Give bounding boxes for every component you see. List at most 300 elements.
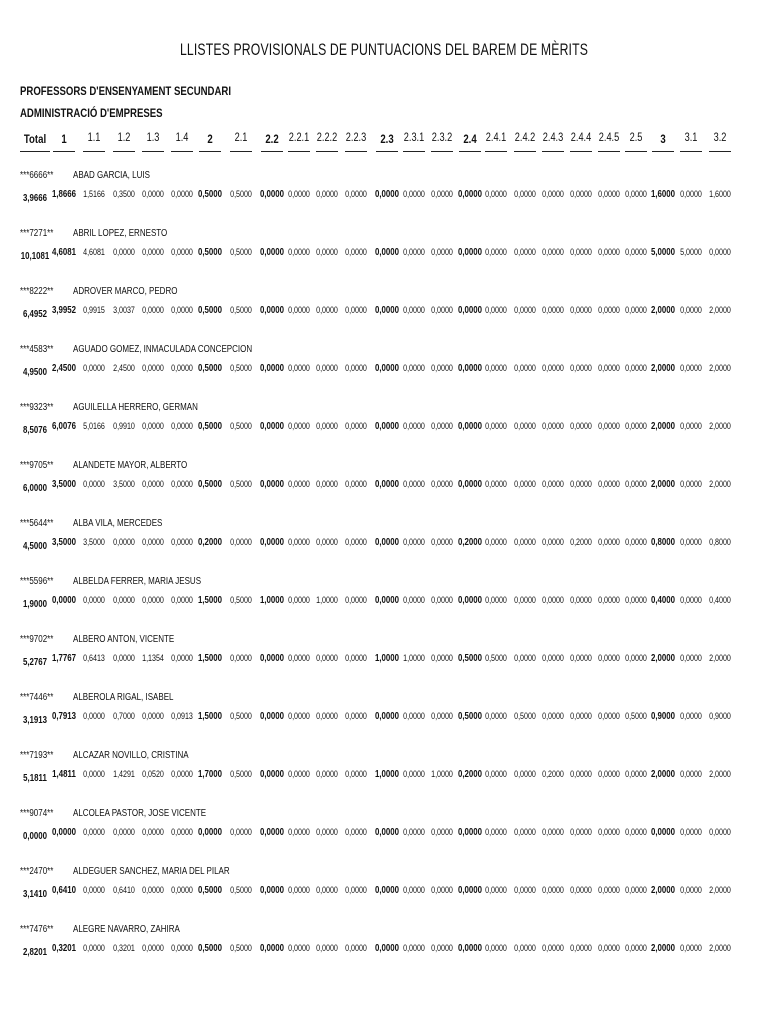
score-1: 3,9952: [51, 304, 77, 316]
score-2-2-1: 0,0000: [288, 653, 310, 664]
score-1-3: 1,1354: [142, 653, 164, 664]
record-id: ***7446**: [20, 692, 54, 703]
score-2-4-3: 0,0000: [542, 479, 564, 490]
score-total: 8,5076: [22, 424, 48, 436]
score-2-3: 0,0000: [374, 884, 400, 896]
score-2-3: 0,0000: [374, 710, 400, 722]
column-header-2-5: 2.5: [629, 132, 643, 144]
score-2-4-1: 0,5000: [485, 653, 507, 664]
score-2-4-3: 0,0000: [542, 421, 564, 432]
score-2-3-1: 1,0000: [403, 653, 425, 664]
score-2-3-2: 0,0000: [431, 653, 453, 664]
score-total: 3,1410: [22, 888, 48, 900]
score-1-2: 0,6410: [113, 885, 135, 896]
column-header-2-4-1: 2.4.1: [485, 132, 507, 144]
score-2-4: 0,0000: [457, 420, 483, 432]
record-name: ABAD GARCIA, LUIS: [73, 170, 150, 181]
score-2-3-1: 0,0000: [403, 943, 425, 954]
score-2: 0,5000: [197, 188, 223, 200]
score-2-4-4: 0,0000: [570, 189, 592, 200]
score-total: 10,1081: [20, 250, 50, 262]
score-2-1: 0,5000: [230, 363, 252, 374]
score-2-4-5: 0,0000: [598, 885, 620, 896]
score-1-1: 0,0000: [83, 943, 105, 954]
score-2: 1,5000: [197, 594, 223, 606]
score-2-4-1: 0,0000: [485, 769, 507, 780]
score-1-4: 0,0000: [171, 305, 193, 316]
score-2: 0,5000: [197, 942, 223, 954]
header-underline: [570, 151, 592, 152]
record-row: [0, 924, 768, 982]
header-underline: [261, 151, 283, 152]
record-name: AGUADO GOMEZ, INMACULADA CONCEPCION: [73, 344, 253, 355]
score-2-1: 0,5000: [230, 421, 252, 432]
score-2-3-2: 1,0000: [431, 769, 453, 780]
score-total: 6,0000: [22, 482, 48, 494]
score-1-4: 0,0000: [171, 769, 193, 780]
score-2-4: 0,0000: [457, 884, 483, 896]
score-1-1: 0,0000: [83, 885, 105, 896]
score-1-3: 0,0000: [142, 189, 164, 200]
score-2: 1,5000: [197, 710, 223, 722]
score-1-3: 0,0000: [142, 885, 164, 896]
record-values: [0, 421, 768, 437]
score-2-4-5: 0,0000: [598, 189, 620, 200]
score-1-2: 3,0037: [113, 305, 135, 316]
header-underline: [431, 151, 453, 152]
score-2-4-4: 0,2000: [570, 537, 592, 548]
header-underline: [709, 151, 731, 152]
score-2-4-4: 0,0000: [570, 885, 592, 896]
score-2-3-1: 0,0000: [403, 827, 425, 838]
score-2-2-3: 0,0000: [345, 595, 367, 606]
score-3-1: 0,0000: [680, 769, 702, 780]
score-1-4: 0,0913: [171, 711, 193, 722]
header-underline: [199, 151, 221, 152]
header-underline: [20, 151, 50, 152]
score-2-2: 0,0000: [259, 304, 285, 316]
score-1-3: 0,0000: [142, 247, 164, 258]
column-header-1-3: 1.3: [146, 132, 160, 144]
score-2-4: 0,0000: [457, 188, 483, 200]
column-header-2-4-2: 2.4.2: [514, 132, 536, 144]
score-2-4-5: 0,0000: [598, 247, 620, 258]
record-name: ALBA VILA, MERCEDES: [73, 518, 163, 529]
score-2-4-2: 0,0000: [514, 305, 536, 316]
score-3: 1,6000: [650, 188, 676, 200]
score-1-1: 0,0000: [83, 769, 105, 780]
score-2-3-2: 0,0000: [431, 827, 453, 838]
record-values: [0, 827, 768, 843]
header-underline: [288, 151, 310, 152]
score-2-5: 0,0000: [625, 943, 647, 954]
score-2-2-2: 0,0000: [316, 711, 338, 722]
score-2-4-1: 0,0000: [485, 189, 507, 200]
record-name: ALBERO ANTON, VICENTE: [73, 634, 175, 645]
score-3-2: 2,0000: [709, 885, 731, 896]
score-1-3: 0,0000: [142, 943, 164, 954]
score-2-4: 0,2000: [457, 768, 483, 780]
column-header-2-2-2: 2.2.2: [316, 132, 338, 144]
score-2-3-1: 0,0000: [403, 189, 425, 200]
score-1-3: 0,0000: [142, 537, 164, 548]
score-total: 3,1913: [22, 714, 48, 726]
score-2-3-1: 0,0000: [403, 247, 425, 258]
score-1-1: 0,0000: [83, 711, 105, 722]
score-2-1: 0,5000: [230, 595, 252, 606]
record-values: [0, 305, 768, 321]
score-2-4-4: 0,0000: [570, 653, 592, 664]
score-2-2: 0,0000: [259, 246, 285, 258]
score-2-4-2: 0,0000: [514, 363, 536, 374]
record-values: [0, 479, 768, 495]
column-header-2-3-1: 2.3.1: [403, 132, 425, 144]
record-id: ***9705**: [20, 460, 54, 471]
score-2-2-1: 0,0000: [288, 595, 310, 606]
score-2-2-2: 0,0000: [316, 305, 338, 316]
page-title: LLISTES PROVISIONALS DE PUNTUACIONS DEL BAREM DE MÈRITS: [179, 40, 589, 59]
score-2-2-2: 0,0000: [316, 363, 338, 374]
score-2-3: 0,0000: [374, 188, 400, 200]
score-2-2-3: 0,0000: [345, 653, 367, 664]
score-2-1: 0,0000: [230, 537, 252, 548]
column-header-2-4-3: 2.4.3: [542, 132, 564, 144]
record-name: ALANDETE MAYOR, ALBERTO: [73, 460, 188, 471]
score-1-1: 0,0000: [83, 479, 105, 490]
record-id: ***8222**: [20, 286, 54, 297]
score-2-4-3: 0,0000: [542, 653, 564, 664]
score-3-1: 0,0000: [680, 595, 702, 606]
score-1-2: 0,3500: [113, 189, 135, 200]
score-3-1: 0,0000: [680, 943, 702, 954]
score-2-4-3: 0,0000: [542, 827, 564, 838]
score-2-4-3: 0,0000: [542, 537, 564, 548]
score-3-2: 2,0000: [709, 653, 731, 664]
record-values: [0, 247, 768, 263]
score-2-4: 0,0000: [457, 826, 483, 838]
score-3: 2,0000: [650, 478, 676, 490]
score-2-4-4: 0,0000: [570, 479, 592, 490]
score-3: 0,9000: [650, 710, 676, 722]
score-2-5: 0,0000: [625, 827, 647, 838]
score-2-5: 0,5000: [625, 711, 647, 722]
score-2-1: 0,5000: [230, 711, 252, 722]
score-2-4-1: 0,0000: [485, 711, 507, 722]
score-2-3-1: 0,0000: [403, 421, 425, 432]
score-2-4: 0,0000: [457, 478, 483, 490]
score-2-4-1: 0,0000: [485, 247, 507, 258]
record-id: ***9702**: [20, 634, 54, 645]
score-2-2: 1,0000: [259, 594, 285, 606]
record-name: ALEGRE NAVARRO, ZAHIRA: [73, 924, 180, 935]
score-total: 6,4952: [22, 308, 48, 320]
score-1-4: 0,0000: [171, 653, 193, 664]
score-2-2-3: 0,0000: [345, 421, 367, 432]
score-1: 0,6410: [51, 884, 77, 896]
header-underline: [680, 151, 702, 152]
score-1: 0,0000: [51, 826, 77, 838]
score-2-3-1: 0,0000: [403, 537, 425, 548]
score-1-1: 0,0000: [83, 595, 105, 606]
score-2-2: 0,0000: [259, 188, 285, 200]
score-2-2: 0,0000: [259, 536, 285, 548]
score-2-2: 0,0000: [259, 884, 285, 896]
record-name: AGUILELLA HERRERO, GERMAN: [73, 402, 198, 413]
column-header-1-1: 1.1: [87, 132, 101, 144]
score-2-1: 0,5000: [230, 479, 252, 490]
score-3-2: 2,0000: [709, 943, 731, 954]
score-2-2-3: 0,0000: [345, 711, 367, 722]
record-row: [0, 286, 768, 344]
score-2: 0,5000: [197, 478, 223, 490]
score-2-1: 0,0000: [230, 653, 252, 664]
score-2-2: 0,0000: [259, 942, 285, 954]
score-2-4-2: 0,0000: [514, 189, 536, 200]
score-1-2: 0,3201: [113, 943, 135, 954]
score-1-1: 0,0000: [83, 363, 105, 374]
score-2-4-3: 0,0000: [542, 363, 564, 374]
score-2-4-4: 0,0000: [570, 363, 592, 374]
score-2-2-2: 0,0000: [316, 189, 338, 200]
score-2-2: 0,0000: [259, 478, 285, 490]
record-id: ***7271**: [20, 228, 54, 239]
score-2-2-2: 0,0000: [316, 885, 338, 896]
score-total: 3,9666: [22, 192, 48, 204]
score-2-4-5: 0,0000: [598, 421, 620, 432]
score-1-3: 0,0000: [142, 421, 164, 432]
header-underline: [316, 151, 338, 152]
score-2-4: 0,5000: [457, 710, 483, 722]
header-underline: [230, 151, 252, 152]
record-name: ALCAZAR NOVILLO, CRISTINA: [73, 750, 189, 761]
score-2-4-5: 0,0000: [598, 653, 620, 664]
record-id: ***7476**: [20, 924, 54, 935]
score-3: 2,0000: [650, 420, 676, 432]
score-3: 2,0000: [650, 942, 676, 954]
score-2-4: 0,0000: [457, 942, 483, 954]
score-2-4: 0,0000: [457, 246, 483, 258]
header-underline: [142, 151, 164, 152]
score-total: 0,0000: [22, 830, 48, 842]
record-row: [0, 750, 768, 808]
score-3: 0,0000: [650, 826, 676, 838]
record-row: [0, 170, 768, 228]
score-2-2-1: 0,0000: [288, 189, 310, 200]
score-1-2: 2,4500: [113, 363, 135, 374]
column-header-total: Total: [23, 132, 47, 146]
header-underline: [113, 151, 135, 152]
column-header-2-4-4: 2.4.4: [570, 132, 592, 144]
score-1-3: 0,0000: [142, 827, 164, 838]
record-row: [0, 344, 768, 402]
score-1-4: 0,0000: [171, 885, 193, 896]
score-2: 0,5000: [197, 246, 223, 258]
record-id: ***4583**: [20, 344, 54, 355]
record-id: ***5644**: [20, 518, 54, 529]
header-underline: [652, 151, 674, 152]
score-2-2-3: 0,0000: [345, 885, 367, 896]
score-2-3-1: 0,0000: [403, 363, 425, 374]
score-2-4-3: 0,2000: [542, 769, 564, 780]
score-1-2: 3,5000: [113, 479, 135, 490]
score-2: 0,0000: [197, 826, 223, 838]
score-2-4-4: 0,0000: [570, 305, 592, 316]
score-2-3-1: 0,0000: [403, 769, 425, 780]
score-2-3: 0,0000: [374, 536, 400, 548]
score-2-3: 0,0000: [374, 362, 400, 374]
score-1-1: 0,0000: [83, 827, 105, 838]
score-2: 0,5000: [197, 362, 223, 374]
score-2-3-1: 0,0000: [403, 305, 425, 316]
score-2-2: 0,0000: [259, 652, 285, 664]
score-2-4-1: 0,0000: [485, 363, 507, 374]
score-2-3-2: 0,0000: [431, 711, 453, 722]
record-name: ALDEGUER SANCHEZ, MARIA DEL PILAR: [73, 866, 230, 877]
column-header-1-4: 1.4: [175, 132, 189, 144]
score-2-3-2: 0,0000: [431, 943, 453, 954]
score-3-1: 0,0000: [680, 711, 702, 722]
score-2-5: 0,0000: [625, 479, 647, 490]
score-2-2-1: 0,0000: [288, 885, 310, 896]
score-2-4-1: 0,0000: [485, 595, 507, 606]
score-2-3-1: 0,0000: [403, 885, 425, 896]
score-2-4-5: 0,0000: [598, 943, 620, 954]
score-2-4-1: 0,0000: [485, 305, 507, 316]
column-header-1-2: 1.2: [117, 132, 131, 144]
score-2-2-2: 0,0000: [316, 653, 338, 664]
score-2-3-2: 0,0000: [431, 537, 453, 548]
score-2-3: 0,0000: [374, 420, 400, 432]
record-values: [0, 769, 768, 785]
column-header-3-1: 3.1: [684, 132, 698, 144]
record-name: ABRIL LOPEZ, ERNESTO: [73, 228, 168, 239]
score-2-2-1: 0,0000: [288, 479, 310, 490]
record-values: [0, 595, 768, 611]
column-header-2: 2: [207, 132, 213, 146]
score-2-2-2: 0,0000: [316, 943, 338, 954]
score-2-4-3: 0,0000: [542, 247, 564, 258]
score-2-4: 0,0000: [457, 362, 483, 374]
score-3-2: 0,8000: [709, 537, 731, 548]
score-1-4: 0,0000: [171, 827, 193, 838]
record-values: [0, 711, 768, 727]
score-2-4-2: 0,0000: [514, 537, 536, 548]
score-total: 1,9000: [22, 598, 48, 610]
score-2-4-3: 0,0000: [542, 595, 564, 606]
score-2-4-3: 0,0000: [542, 943, 564, 954]
score-2-2-1: 0,0000: [288, 247, 310, 258]
score-1-3: 0,0000: [142, 479, 164, 490]
record-row: [0, 228, 768, 286]
score-2-4-4: 0,0000: [570, 595, 592, 606]
score-1: 1,4811: [52, 768, 76, 780]
score-2-3-2: 0,0000: [431, 595, 453, 606]
score-2-3: 1,0000: [374, 652, 400, 664]
score-2-4-2: 0,0000: [514, 653, 536, 664]
score-3-1: 0,0000: [680, 479, 702, 490]
score-2-4-5: 0,0000: [598, 827, 620, 838]
score-2-3-2: 0,0000: [431, 885, 453, 896]
specialty-heading: ADMINISTRACIÓ D'EMPRESES: [20, 106, 163, 120]
score-2-5: 0,0000: [625, 363, 647, 374]
score-3: 2,0000: [650, 884, 676, 896]
score-2-3-2: 0,0000: [431, 479, 453, 490]
score-2-5: 0,0000: [625, 885, 647, 896]
column-header-2-2-3: 2.2.3: [345, 132, 367, 144]
score-2-1: 0,5000: [230, 305, 252, 316]
score-2-2-1: 0,0000: [288, 305, 310, 316]
score-1-4: 0,0000: [171, 943, 193, 954]
score-2-4-5: 0,0000: [598, 595, 620, 606]
score-1-4: 0,0000: [171, 189, 193, 200]
score-2-4-5: 0,0000: [598, 305, 620, 316]
score-2-2: 0,0000: [259, 768, 285, 780]
column-header-2-4: 2.4: [463, 132, 477, 146]
score-3-1: 0,0000: [680, 653, 702, 664]
score-2-1: 0,0000: [230, 827, 252, 838]
score-2-2-2: 0,0000: [316, 479, 338, 490]
score-2-1: 0,5000: [230, 247, 252, 258]
score-2-2-1: 0,0000: [288, 537, 310, 548]
score-2-4: 0,0000: [457, 594, 483, 606]
record-name: ADROVER MARCO, PEDRO: [73, 286, 178, 297]
header-underline: [83, 151, 105, 152]
score-2-2-2: 1,0000: [316, 595, 338, 606]
score-2-2-2: 0,0000: [316, 247, 338, 258]
score-2-4: 0,0000: [457, 304, 483, 316]
score-2-5: 0,0000: [625, 189, 647, 200]
score-2-4-4: 0,0000: [570, 769, 592, 780]
score-2-4: 0,5000: [457, 652, 483, 664]
score-total: 5,2767: [22, 656, 48, 668]
score-2-2: 0,0000: [259, 362, 285, 374]
score-3-1: 0,0000: [680, 363, 702, 374]
score-1-3: 0,0000: [142, 711, 164, 722]
score-2-2: 0,0000: [259, 420, 285, 432]
score-3-1: 0,0000: [680, 537, 702, 548]
score-3-2: 0,4000: [709, 595, 731, 606]
score-1-2: 0,9910: [113, 421, 135, 432]
score-3: 2,0000: [650, 362, 676, 374]
score-2: 1,5000: [197, 652, 223, 664]
score-3-2: 2,0000: [709, 769, 731, 780]
column-header-2-2-1: 2.2.1: [288, 132, 310, 144]
score-2-4-1: 0,0000: [485, 827, 507, 838]
score-2-3: 0,0000: [374, 478, 400, 490]
column-header-2-1: 2.1: [234, 132, 248, 144]
header-underline: [542, 151, 564, 152]
score-2-4-1: 0,0000: [485, 479, 507, 490]
score-2-2-3: 0,0000: [345, 363, 367, 374]
record-id: ***9323**: [20, 402, 54, 413]
header-underline: [459, 151, 481, 152]
score-2-4-5: 0,0000: [598, 363, 620, 374]
score-1: 4,6081: [51, 246, 77, 258]
score-2-3-1: 0,0000: [403, 479, 425, 490]
score-2-1: 0,5000: [230, 943, 252, 954]
score-2-4-4: 0,0000: [570, 247, 592, 258]
score-2-2-3: 0,0000: [345, 769, 367, 780]
score-3: 2,0000: [650, 304, 676, 316]
record-id: ***5596**: [20, 576, 54, 587]
score-2-4: 0,2000: [457, 536, 483, 548]
score-3-1: 0,0000: [680, 827, 702, 838]
score-2-4-4: 0,0000: [570, 711, 592, 722]
score-1: 2,4500: [51, 362, 77, 374]
score-2-2-3: 0,0000: [345, 827, 367, 838]
record-id: ***7193**: [20, 750, 54, 761]
score-2-4-3: 0,0000: [542, 305, 564, 316]
